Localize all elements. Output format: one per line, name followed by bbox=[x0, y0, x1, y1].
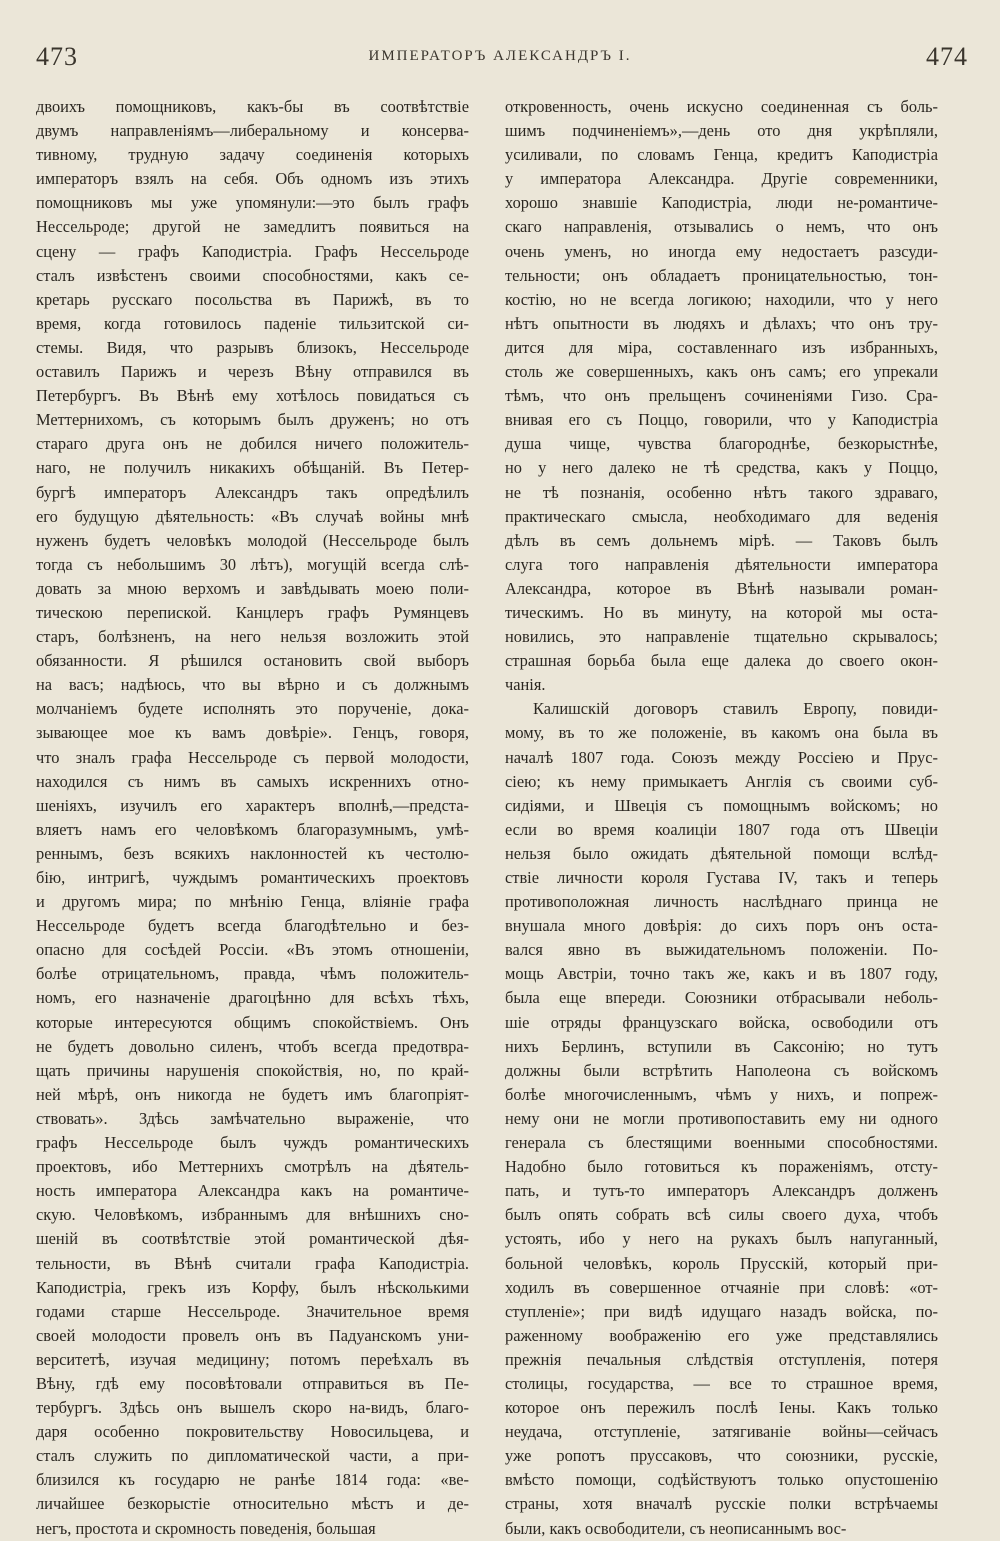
text-line: очень уменъ, но иногда ему недостаетъ разсуди- bbox=[505, 241, 938, 261]
text-line: Каподистріа, грекъ изъ Корфу, былъ нѣсколькими bbox=[36, 1277, 469, 1297]
text-line: скаго направленія, отзывались о немъ, что онъ bbox=[505, 217, 938, 237]
text-line: старъ, болѣзненъ, на него нельзя возложить этой bbox=[36, 627, 469, 647]
text-line: вался явно въ выжидательномъ положеніи. По- bbox=[505, 940, 938, 960]
text-line: столицы, государства, — все то страшное время, bbox=[505, 1373, 938, 1393]
text-line: ней мѣрѣ, онъ никогда не будетъ имъ благопріят- bbox=[36, 1084, 469, 1104]
text-line: столь же совершенныхъ, какъ онъ самъ; его упрекали bbox=[505, 362, 938, 382]
text-line: практическаго смысла, необходимаго для веденія bbox=[505, 506, 938, 526]
text-line: внушала много довѣрія: до сихъ поръ онъ оста- bbox=[505, 916, 938, 936]
text-line: сцену — графъ Каподистріа. Графъ Нессельроде bbox=[36, 241, 469, 261]
text-line: находился съ нимъ въ самыхъ искреннихъ отно- bbox=[36, 771, 469, 791]
text-line: былъ опять собрать всѣ силы своего духа, чтобъ bbox=[505, 1205, 938, 1225]
text-line: реннымъ, безъ всякихъ наклонностей къ честолю- bbox=[36, 843, 469, 863]
text-line: шеній въ соотвѣтствіе этой романтической дѣя- bbox=[36, 1229, 469, 1249]
right-text-column bbox=[505, 95, 938, 1541]
text-line: ступленіе»; при видѣ идущаго назадъ войска, по- bbox=[505, 1301, 938, 1321]
text-line: шіе отряды французскаго войска, освободили отъ bbox=[505, 1012, 938, 1032]
text-line: Меттернихомъ, съ которымъ былъ друженъ; но отъ bbox=[36, 410, 469, 430]
text-line: душа чище, чувства благороднѣе, безкорыстнѣе, bbox=[505, 434, 938, 454]
text-line: скую. Человѣкомъ, избраннымъ для внѣшнихъ сно- bbox=[36, 1205, 469, 1225]
text-line: Александра, которое въ Вѣнѣ называли роман- bbox=[505, 578, 938, 598]
text-line: мощь Австріи, точно такъ же, какъ и въ 1807 году, bbox=[505, 964, 938, 984]
text-line: хорошо знавшіе Каподистріа, люди не-романтиче- bbox=[505, 193, 938, 213]
text-line: на васъ; надѣюсь, что вы вѣрно и съ должнымъ bbox=[36, 675, 469, 695]
text-line: годами старше Нессельроде. Значительное время bbox=[36, 1301, 469, 1321]
text-line: верситетѣ, изучая медицину; потомъ переѣхалъ въ bbox=[36, 1349, 469, 1369]
text-line: номъ, его назначеніе драгоцѣнно для всѣхъ тѣхъ, bbox=[36, 988, 469, 1008]
text-line: тивному, трудную задачу соединенія которыхъ bbox=[36, 145, 469, 165]
text-line: сидіями, и Швеція съ помощнымъ войскомъ; но bbox=[505, 795, 938, 815]
text-line: противоположная личность наслѣднаго принца не bbox=[505, 892, 938, 912]
text-line: щать причины нарушенія спокойствія, но, по край- bbox=[36, 1060, 469, 1080]
text-line: слуга того направленія дѣятельности императора bbox=[505, 554, 938, 574]
text-line: ходилъ въ совершенное отчаяніе при словѣ: «от- bbox=[505, 1277, 938, 1297]
text-line: Вѣну, гдѣ ему посовѣтовали отправиться въ Пе- bbox=[36, 1373, 469, 1393]
text-line: Нессельроде; другой не замедлитъ появиться на bbox=[36, 217, 469, 237]
text-line: Надобно было готовиться къ пораженіямъ, отсту- bbox=[505, 1157, 938, 1177]
text-line: что зналъ графа Нессельроде съ первой молодости, bbox=[36, 747, 469, 767]
text-line: нуженъ будетъ человѣкъ молодой (Нессельроде былъ bbox=[36, 530, 469, 550]
text-line: не будетъ довольно силенъ, чтобъ всегда предотвра- bbox=[36, 1036, 469, 1056]
text-line: Нессельроде будетъ всегда благодѣтельно и без- bbox=[36, 916, 469, 936]
text-line: костію, но не всегда логикою; находили, что у него bbox=[505, 289, 938, 309]
text-line: тическимъ. Но въ минуту, на которой мы оста- bbox=[505, 602, 938, 622]
text-line: вмѣсто помощи, содѣйствуютъ только опустошенію bbox=[505, 1470, 938, 1490]
text-line: оставилъ Парижъ и черезъ Вѣну отправился въ bbox=[36, 362, 469, 382]
text-line: двоихъ помощниковъ, какъ-бы въ соотвѣтствіе bbox=[36, 97, 469, 116]
text-line: тѣмъ, что онъ прельщенъ сочиненіями Гизо. Сра- bbox=[505, 386, 938, 406]
text-line: уже ропотъ пруссаковъ, что союзники, русскіе, bbox=[505, 1446, 938, 1466]
text-line: молчаніемъ будете исполнять это порученіе, дока- bbox=[36, 699, 469, 719]
text-line: Петербургъ. Въ Вѣнѣ ему хотѣлось повидаться съ bbox=[36, 386, 469, 406]
text-line: стараго друга онъ не добился ничего положитель- bbox=[36, 434, 469, 454]
text-line: больной человѣкъ, король Прусскій, который при- bbox=[505, 1253, 938, 1273]
text-line: шеніяхъ, изучилъ его характеръ вполнѣ,—предста- bbox=[36, 795, 469, 815]
text-line: должны были встрѣтить Наполеона съ войскомъ bbox=[505, 1060, 938, 1080]
text-line: сіею; къ нему примыкаетъ Англія съ своими суб- bbox=[505, 771, 938, 791]
text-line: его будущую дѣятельность: «Въ случаѣ войны мнѣ bbox=[36, 506, 469, 526]
text-line: мому, въ то же положеніе, въ какомъ она была въ bbox=[505, 723, 938, 743]
text-line: дѣлъ въ семъ дольнемъ мірѣ. — Таковъ былъ bbox=[505, 530, 938, 550]
text-line: откровенность, очень искусно соединенная съ боль- bbox=[505, 97, 938, 116]
text-line: пать, и тутъ-то императоръ Александръ долженъ bbox=[505, 1181, 938, 1201]
text-line: тельности, въ Вѣнѣ считали графа Каподистріа. bbox=[36, 1253, 469, 1273]
text-line: кретарь русскаго посольства въ Парижѣ, въ то bbox=[36, 289, 469, 309]
text-line: прежнія печальныя слѣдствія отступленія, потеря bbox=[505, 1349, 938, 1369]
text-line: обязанности. Я рѣшился остановить свой выборъ bbox=[36, 651, 469, 671]
text-line: началѣ 1807 года. Союзъ между Россіею и Прус- bbox=[505, 747, 938, 767]
text-line: тельности; онъ обладаетъ проницательностью, тон- bbox=[505, 265, 938, 285]
text-line: неудача, отступленіе, затягиваніе войны—сейчасъ bbox=[505, 1422, 938, 1442]
text-line: страны, хотя вначалѣ русскіе полки встрѣчаемы bbox=[505, 1494, 938, 1514]
text-line: даря особенно покровительству Новосильцева, и bbox=[36, 1422, 469, 1442]
text-line: зывающее мое къ вамъ довѣріе». Генцъ, говоря, bbox=[36, 723, 469, 743]
text-line: страшная борьба была еще далека до своего окон- bbox=[505, 651, 938, 671]
text-line: двумъ направленіямъ—либеральному и консерва- bbox=[36, 121, 469, 141]
text-line: ствовать». Здѣсь замѣчательно выраженіе, что bbox=[36, 1108, 469, 1128]
text-line: тогда съ небольшимъ 30 лѣтъ), могущій всегда слѣ- bbox=[36, 554, 469, 574]
text-line: ность императора Александра какъ на романтиче- bbox=[36, 1181, 469, 1201]
text-line: шимъ подчиненіемъ»,—день ото дня укрѣпляли, bbox=[505, 121, 938, 141]
text-line: нѣтъ опытности въ людяхъ и дѣлахъ; что онъ тру- bbox=[505, 313, 938, 333]
text-line: тическою перепиской. Канцлеръ графъ Румянцевъ bbox=[36, 602, 469, 622]
text-line: графъ Нессельроде былъ чуждъ романтическихъ bbox=[36, 1133, 469, 1153]
text-line: нихъ Берлинъ, вступили въ Саксонію; но тутъ bbox=[505, 1036, 938, 1056]
text-line: бургѣ императоръ Александръ такъ опредѣлилъ bbox=[36, 482, 469, 502]
text-line: генерала съ блестящими военными способностями. bbox=[505, 1133, 938, 1153]
left-text-column bbox=[36, 95, 469, 1541]
text-line: личайшее безкорыстіе относительно мѣстъ и де- bbox=[36, 1494, 469, 1514]
text-line: болѣе отрицательномъ, правда, чѣмъ положитель- bbox=[36, 964, 469, 984]
text-line: но у него далеко не тѣ средства, какъ у Поццо, bbox=[505, 458, 938, 478]
text-line: дится для міра, составленнаго изъ избранныхъ, bbox=[505, 337, 938, 357]
text-line: устоять, ибо у него на рукахъ былъ напуганный, bbox=[505, 1229, 938, 1249]
text-line: нему они не могли противопоставить ему ни одного bbox=[505, 1108, 938, 1128]
text-line: у императора Александра. Другіе современники, bbox=[505, 169, 938, 189]
text-line: сталъ служить по дипломатической части, а при- bbox=[36, 1446, 469, 1466]
text-line: вляетъ намъ его человѣкомъ благоразумнымъ, умѣ- bbox=[36, 819, 469, 839]
text-line: новились, это направленіе тщательно скрывалось; bbox=[505, 627, 938, 647]
text-line: императоръ взялъ на себя. Объ одномъ изъ этихъ bbox=[36, 169, 469, 189]
text-line: которые интересуются общимъ спокойствіемъ. Онъ bbox=[36, 1012, 469, 1032]
page-number-left: 473 bbox=[36, 42, 78, 71]
text-line: болѣе многочисленнымъ, чѣмъ у нихъ, и попреж- bbox=[505, 1084, 938, 1104]
text-line: ствіе личности короля Густава IV, такъ и теперь bbox=[505, 868, 938, 887]
text-line: чанія. bbox=[505, 675, 546, 695]
text-line: своей молодости провелъ онъ въ Падуанскомъ уни- bbox=[36, 1325, 469, 1345]
text-line: не тѣ познанія, особенно нѣтъ такого здраваго, bbox=[505, 482, 938, 502]
text-line: усиливали, по словамъ Генца, кредитъ Каподистріа bbox=[505, 145, 938, 165]
text-line: проектовъ, ибо Меттернихъ смотрѣлъ на дѣятель- bbox=[36, 1157, 469, 1177]
text-line: раженному воображенію его уже представлялись bbox=[505, 1325, 938, 1345]
running-header bbox=[30, 42, 970, 82]
text-line: если во время коалиціи 1807 года отъ Швеціи bbox=[505, 819, 938, 839]
running-title: ИМПЕРАТОРЪ АЛЕКСАНДРЪ I. bbox=[368, 48, 632, 64]
text-line: негъ, простота и скромность поведенія, большая bbox=[36, 1518, 376, 1538]
text-line: близился къ государю не ранѣе 1814 года: «ве- bbox=[36, 1470, 469, 1490]
text-line: бію, интригѣ, чуждымъ романтическихъ проектовъ bbox=[36, 868, 469, 887]
text-line: внивая его съ Поццо, говорили, что у Каподистріа bbox=[505, 410, 938, 430]
text-line: опасно для сосѣдей Россіи. «Въ этомъ отношеніи, bbox=[36, 940, 469, 960]
text-line: Калишскій договоръ ставилъ Европу, повиди- bbox=[533, 699, 938, 719]
text-line: наго, не получилъ никакихъ обѣщаній. Въ Петер- bbox=[36, 458, 469, 478]
text-line: нельзя было ожидать дѣятельной помощи вслѣд- bbox=[505, 843, 938, 863]
text-line: сталъ извѣстенъ своими способностями, какъ се- bbox=[36, 265, 469, 285]
text-line: была еще впереди. Союзники отбрасывали неболь- bbox=[505, 988, 938, 1008]
text-line: довать за мною верхомъ и завѣдывать моею поли- bbox=[36, 578, 469, 598]
text-line: стемы. Видя, что разрывъ близокъ, Нессельроде bbox=[36, 337, 469, 357]
text-line: которое онъ пережилъ послѣ Іены. Какъ только bbox=[505, 1398, 938, 1418]
text-line: и другомъ мира; по мнѣнію Генца, вліяніе графа bbox=[36, 892, 469, 912]
text-line: помощниковъ мы уже упомянули:—это былъ графъ bbox=[36, 193, 469, 213]
page-number-right: 474 bbox=[926, 42, 968, 71]
text-line: время, когда готовилось паденіе тильзитской си- bbox=[36, 313, 469, 333]
text-line: тербургъ. Здѣсь онъ вышелъ скоро на-видъ, благо- bbox=[36, 1398, 469, 1418]
text-line: были, какъ освободители, съ неописаннымъ вос- bbox=[505, 1518, 847, 1538]
